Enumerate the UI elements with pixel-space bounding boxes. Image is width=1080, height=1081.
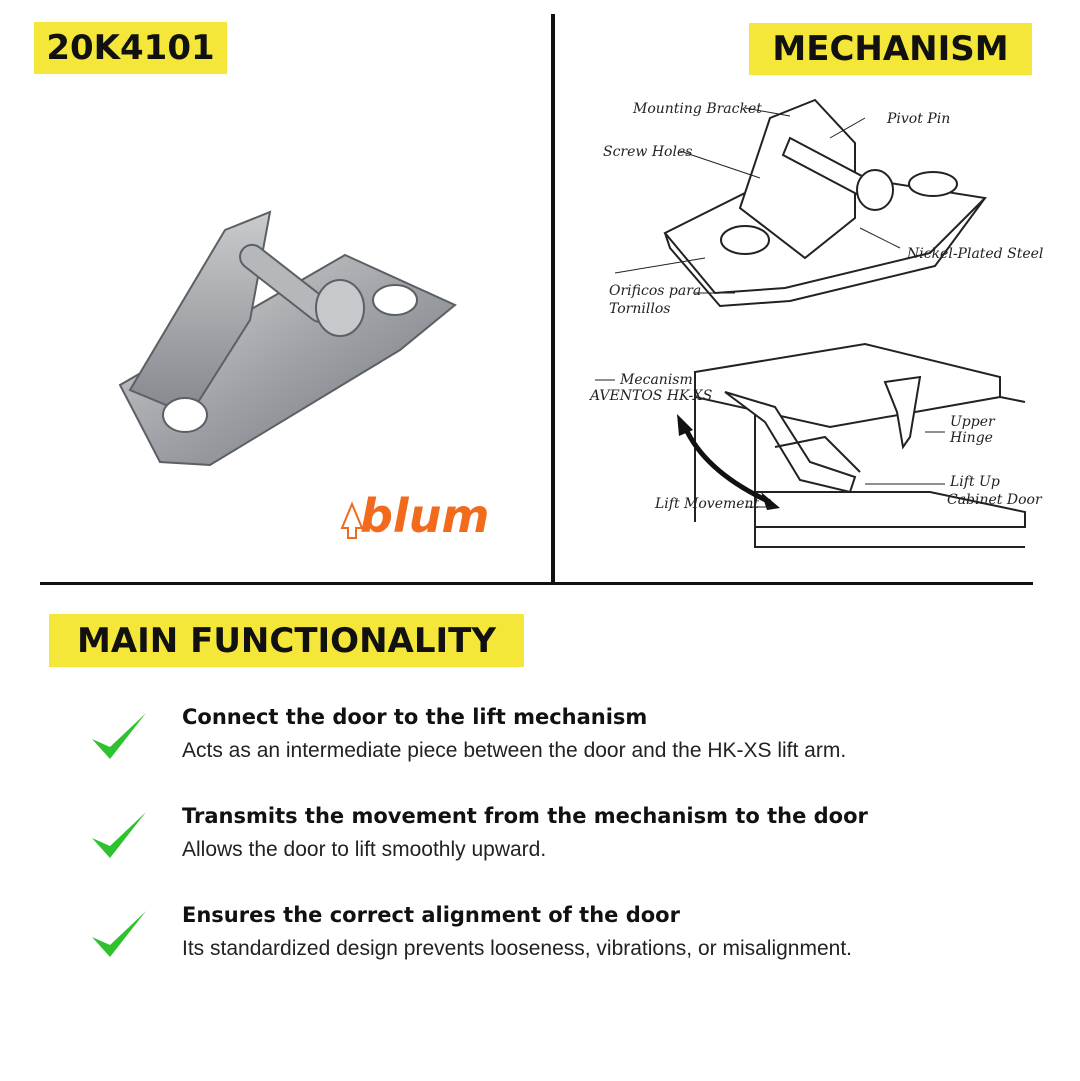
checkmark-icon — [90, 709, 148, 763]
feature-title: Transmits the movement from the mechanism to the door — [182, 804, 868, 828]
checkmark-icon — [90, 907, 148, 961]
label-mounting-bracket: Mounting Bracket — [633, 101, 762, 117]
label-upper-1: Upper — [950, 414, 995, 430]
product-code-badge: 20K4101 — [34, 22, 227, 74]
feature-item — [90, 705, 1050, 775]
feature-item — [90, 903, 1050, 973]
label-pivot-pin: Pivot Pin — [887, 111, 951, 127]
label-mecanism-2: AVENTOS HK-XS — [590, 388, 713, 404]
label-screw-holes: Screw Holes — [603, 144, 693, 160]
label-upper-2: Hinge — [950, 430, 993, 446]
label-lift-up-2: Cabinet Door — [947, 492, 1042, 508]
label-lift-up-1: Lift Up — [950, 474, 1000, 490]
label-lift-movement: Lift Movement — [655, 496, 760, 512]
bracket-technical-diagram — [585, 88, 1045, 328]
feature-desc: Its standardized design prevents looseness, vibrations, or misalignment. — [182, 937, 853, 960]
feature-title: Ensures the correct alignment of the door — [182, 903, 680, 927]
main-functionality-badge: MAIN FUNCTIONALITY — [49, 614, 524, 667]
vertical-divider — [551, 14, 555, 584]
checkmark-icon — [90, 808, 148, 862]
blum-logo — [338, 486, 518, 547]
label-nickel-plated-steel: Nickel-Plated Steel — [907, 246, 1044, 262]
label-orificos-1: Orificos para — [609, 283, 702, 299]
bracket-product-image — [100, 200, 470, 480]
aventos-mechanism-diagram — [585, 342, 1045, 552]
label-mecanism-1: Mecanism — [620, 372, 693, 388]
label-orificos-2: Tornillos — [609, 301, 671, 317]
feature-title: Connect the door to the lift mechanism — [182, 705, 648, 729]
brand-name: blum — [360, 489, 490, 542]
feature-item — [90, 804, 1050, 874]
horizontal-divider — [40, 582, 1033, 585]
mechanism-title-badge: MECHANISM — [749, 23, 1032, 75]
feature-desc: Acts as an intermediate piece between the door and the HK-XS lift arm. — [182, 739, 847, 762]
feature-desc: Allows the door to lift smoothly upward. — [182, 838, 547, 861]
